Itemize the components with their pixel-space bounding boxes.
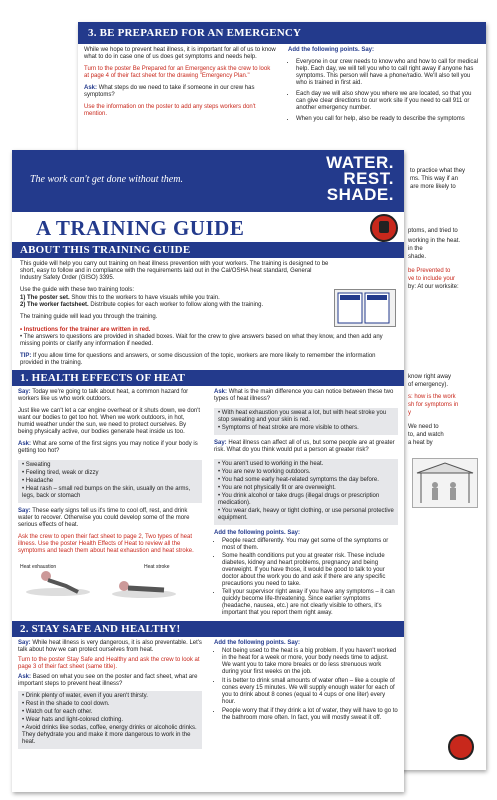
wrs-line: REST. (343, 169, 394, 188)
about-bullet2: • The answers to questions are provided in shaded boxes. Wait for the crew to give answers based on what they know, and then add any missing points or clarify any information if needed. (20, 334, 383, 347)
back-fragment: ptoms, and tried to (408, 228, 458, 234)
bullet: • Not being used to the heat is a big problem. If you haven't worked in the heat for a week or more, your body needs time to adjust. We want you to take more breaks or do less strenuous work during your first weeks on the job. (222, 648, 398, 676)
back-fragment: in the (408, 246, 423, 252)
tool1: 1) The poster set. Show this to the workers to have visuals while you train. (20, 295, 220, 301)
back-fragment: to practice what they (410, 168, 466, 174)
s1-right-say: Say: Heat illness can affect all of us, but some people are at greater risk. What do you think would put a person at greater risk? (214, 440, 395, 453)
s1-right-ask: Ask: What is the main difference you can notice between these two types of heat illness? (214, 389, 394, 402)
s1-instruction: Ask the crew to open their fact sheet to page 2, Two types of heat illness. Use the poster Health Effects of Heat to review all the symptoms and teach them about heat exhaustion and heat stroke. (18, 534, 194, 554)
wrs-line: WATER. (326, 153, 394, 172)
back-fragment: s: how is the work (408, 394, 456, 400)
back-fragment: y (408, 410, 411, 416)
answer-item: • You are new to working outdoors. (218, 469, 311, 475)
shade-tent-illustration (413, 459, 477, 507)
bullet: • Everyone in our crew needs to know who and how to call for medical help. Each day, we will tell you who to call right away if anyone has symptoms. This person will have a phone/radio. We'll also tell you who is trained in first aid. (296, 59, 480, 87)
answer-item: • Symptoms of heat stroke are more visible to others. (218, 425, 359, 431)
section3-intro: While we hope to prevent heat illness, it is important for all of us to know what to do in case one of us does get symptoms and needs help. (84, 47, 276, 60)
about-tip: TIP: If you allow time for questions and answers, or some discussion of the topic, workers are more likely to remember the information provided in the training. (20, 353, 376, 366)
s2-instruction: Turn to the poster Stay Safe and Healthy and ask the crew to look at page 3 of their fact sheet (same title). (18, 657, 200, 670)
back-fragment: to, and watch (408, 432, 444, 438)
back-logo (448, 734, 474, 760)
s1-figures (18, 560, 202, 600)
front-page (12, 150, 404, 792)
about-body (12, 258, 404, 370)
back-fragment: are more likely to (410, 184, 456, 190)
back-fragment: shade. (408, 254, 427, 260)
section3-heading: 3. BE PREPARED FOR AN EMERGENCY (78, 22, 486, 44)
answer-item: • Wear hats and light-colored clothing. (22, 717, 124, 723)
answer-item: • Headache (22, 478, 54, 484)
s1-add-points: Add the following points. Say: (214, 530, 300, 536)
back-fragment: know right away (408, 374, 452, 380)
s2-ask: Ask: Based on what you see on the poster and fact sheet, what are important steps to prevent heat illness? (18, 674, 198, 687)
section3-bullets (288, 59, 480, 123)
title-bar (12, 212, 404, 242)
bullet: • Each day we will also show you where we are located, so that you can give clear directions to our work site if you need to call 911 or another emergency number. (296, 91, 480, 112)
back-fragment: of emergency). (408, 382, 449, 388)
section2-columns (12, 637, 404, 757)
back-illustration (412, 458, 478, 508)
back-fragment: ve to include your (408, 276, 456, 282)
add-points-label: Add the following points. Say: (288, 47, 374, 53)
section1-heading: 1. HEALTH EFFECTS OF HEAT (12, 370, 404, 386)
back-fragment: by: At our worksite: (408, 284, 459, 290)
section2-right-col (208, 637, 404, 757)
answer-item: • Watch out for each other. (22, 709, 93, 715)
section1-left-col (12, 386, 208, 621)
tool2: 2) The worker factsheet. Distribute copies for each worker to follow along with the training. (20, 302, 264, 308)
s1-ask: Ask: What are some of the first signs you may notice if your body is getting too hot? (18, 441, 198, 454)
section3-columns (78, 44, 486, 130)
s2-answer-box (18, 691, 202, 749)
banner (12, 150, 404, 212)
heat-exhaustion-figure (18, 560, 98, 600)
answer-item: • Avoid drinks like sodas, coffee, energy drinks or alcoholic drinks. They dehydrate you and make it more dangerous to work in the heat. (22, 725, 197, 745)
section3-instruction: Turn to the poster Be Prepared for an Emergency ask the crew to look at page 4 of their fact sheet for the drawing "Emergency Plan." (84, 66, 271, 79)
answer-item: • Feeling tired, weak or dizzy (22, 470, 99, 476)
answer-item: • You drink alcohol or take drugs (illegal drugs or prescription medication). (218, 493, 380, 506)
s1-answer-box (18, 460, 202, 503)
section1-right-col (208, 386, 404, 621)
wrs-line: SHADE. (326, 185, 394, 204)
section3-ask: Ask: What steps do we need to take if someone in our crew has symptoms? (84, 85, 255, 98)
section3-instruction-2: Use the information on the poster to add any steps workers don't mention. (84, 104, 256, 117)
s2-say: Say: While heat illness is very dangerous, it is also preventable. Let's talk about how we can protect ourselves from heat. (18, 640, 202, 653)
section3-right-col (282, 44, 486, 130)
answer-item: • You are not physically fit or are overweight. (218, 485, 336, 491)
water-rest-shade (326, 155, 394, 203)
bullet: • When you call for help, also be ready to describe the symptoms (296, 116, 480, 123)
section2-heading: 2. STAY SAFE AND HEALTHY! (12, 621, 404, 637)
heat-stroke-figure (104, 560, 184, 600)
fig2-label: Heat stroke (144, 564, 170, 570)
page-title: A TRAINING GUIDE (36, 216, 245, 240)
back-fragment: a heat by (408, 440, 433, 446)
about-p2: Use the guide with these two training tools: (20, 287, 135, 293)
about-p1: This guide will help you carry out training on heat illness prevention with your workers. The training is designed to be short, easy to follow and in compliance with the requirements laid out in the Cal/OSHA heat standard, General Industry Safety Order (GISO) 3395. (20, 261, 329, 281)
back-fragment: be Prevented to (408, 268, 451, 274)
s1-say2: Say: These early signs tell us it's time to cool off, rest, and drink water to recover. Otherwise you could develop some of the more serious effects of heat. (18, 508, 190, 528)
s1-say1: Say: Today we're going to talk about heat, a common hazard for workers like us who work outdoors. (18, 389, 189, 402)
bullet: • People worry that if they drink a lot of water, they will have to go to the bathroom more often. In fact, you will mostly sweat it off. (222, 708, 398, 722)
answer-item: • Rest in the shade to cool down. (22, 701, 110, 707)
s2-add-points: Add the following points. Say: (214, 640, 300, 646)
about-bullet1: • Instructions for the trainer are written in red. (20, 327, 151, 333)
section3-left-col (78, 44, 282, 130)
answer-item: • Sweating (22, 462, 51, 468)
bullet: • People react differently. You may get some of the symptoms or most of them. (222, 538, 398, 552)
s1-right-box1 (214, 408, 398, 435)
about-p3: The training guide will lead you through the training. (20, 314, 158, 320)
answer-item: • You wear dark, heavy or tight clothing, or use personal protective equipment. (218, 508, 394, 521)
answer-item: • Heat rash – small red bumps on the skin, usually on the arms, legs, back or stomach (22, 486, 191, 499)
back-fragment: sh for symptoms in (408, 402, 459, 408)
tagline: The work can't get done without them. (30, 174, 183, 185)
bullet: • Tell your supervisor right away if you have any symptoms – it can quickly become life-threatening. Since earlier symptoms (headache, nausea, etc.) are not clearly visible to others, it's important that you report them right away. (222, 589, 398, 617)
back-fragment: working in the heat. (408, 238, 461, 244)
poster-illustration (334, 289, 396, 327)
logo (370, 214, 398, 242)
answer-item: • You aren't used to working in the heat. (218, 461, 324, 467)
section1-columns (12, 386, 404, 621)
about-heading: ABOUT THIS TRAINING GUIDE (12, 242, 404, 258)
answer-item: • With heat exhaustion you sweat a lot, but with heat stroke you stop sweating and your skin is red. (218, 410, 387, 423)
bullet: • Some health conditions put you at greater risk. These include diabetes, kidney and heart problems, pregnancy and being overweight. If you have those, it would be good to talk to your doctor about the work you do and ask if there are any specific precautions you need to take. (222, 553, 398, 588)
answer-item: • You had some early heat-related symptoms the day before. (218, 477, 379, 483)
bullet: • It is better to drink small amounts of water often – like a couple of cones every 15 minutes. We will supply enough water for each of you to drink about 8 cones (equal to 4 cups or one liter) every hour. (222, 678, 398, 706)
section2-left-col (12, 637, 208, 757)
s2-right-bullets (214, 648, 398, 722)
back-fragment: We need to (408, 424, 439, 430)
answer-item: • Drink plenty of water, even if you aren't thirsty. (22, 693, 148, 699)
s1-right-bullets (214, 538, 398, 617)
back-fragment: ms. This way if an (410, 176, 458, 182)
s1-right-box2 (214, 459, 398, 525)
s1-p2: Just like we can't let a car engine overheat or it shuts down, we don't want our bodies to get too hot. When we work outdoors, in hot, humid weather under the sun, we need to protect ourselves. By being physically active, our bodies generate heat inside us too. (18, 408, 201, 435)
fig1-label: Heat exhaustion (20, 564, 57, 570)
